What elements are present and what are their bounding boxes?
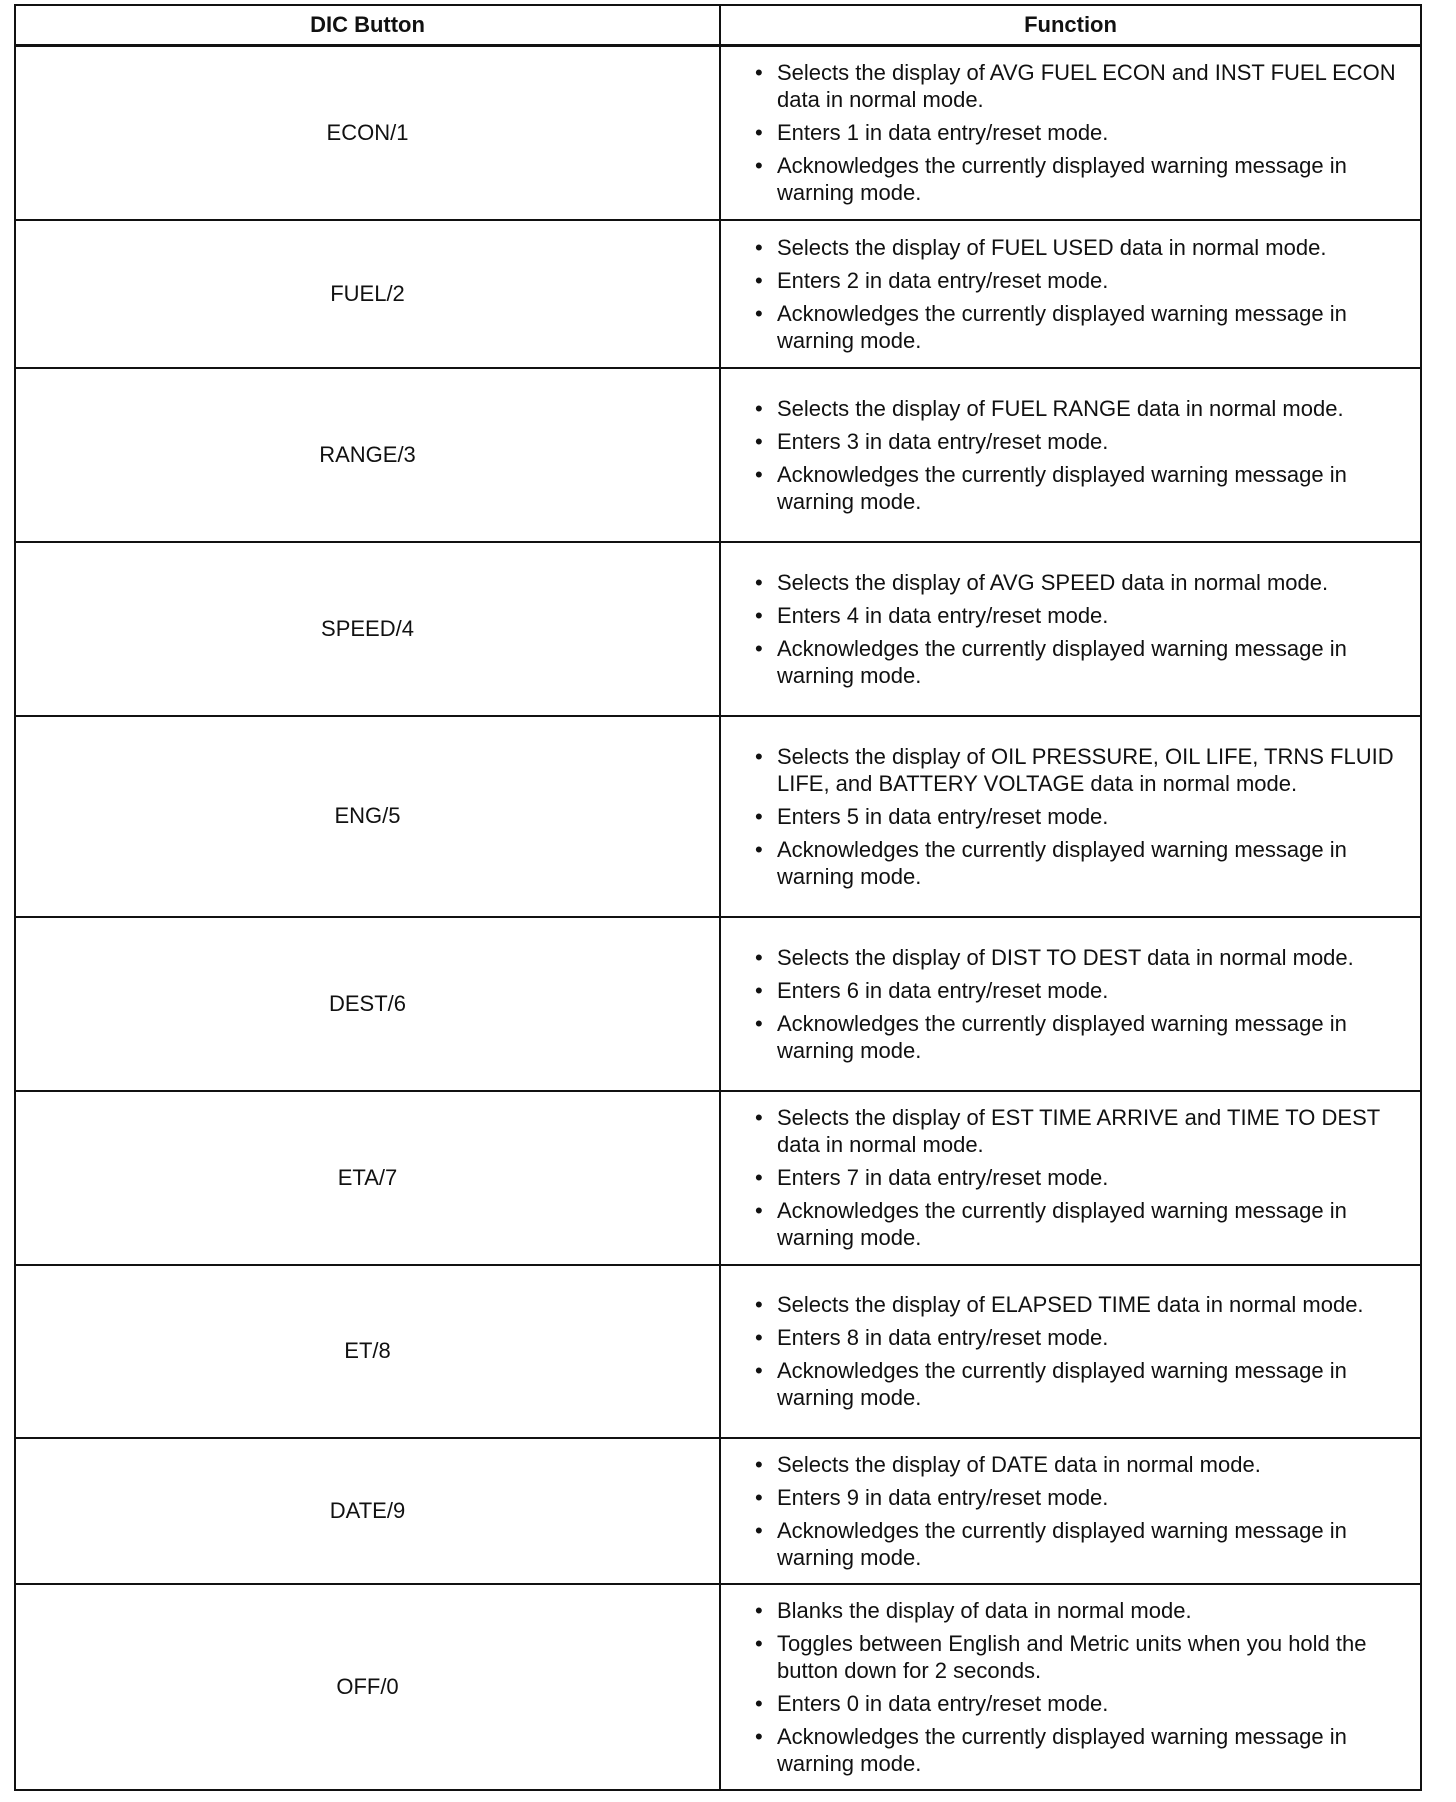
function-cell (720, 220, 1421, 368)
function-item: • Enters 2 in data entry/reset mode. (755, 267, 1412, 294)
function-list (755, 1104, 1412, 1251)
function-cell (720, 716, 1421, 917)
function-item: • Enters 3 in data entry/reset mode. (755, 428, 1412, 455)
function-cell (720, 368, 1421, 542)
function-item: • Selects the display of FUEL RANGE data in normal mode. (755, 395, 1412, 422)
function-item: • Acknowledges the currently displayed warning message in warning mode. (755, 1357, 1412, 1411)
dic-button-name: ET/8 (15, 1265, 720, 1438)
header-row (15, 5, 1421, 46)
function-list (755, 569, 1412, 689)
function-list (755, 1291, 1412, 1411)
dic-button-name: DATE/9 (15, 1438, 720, 1584)
function-item: • Toggles between English and Metric units when you hold the button down for 2 seconds. (755, 1630, 1412, 1684)
function-list (755, 1597, 1412, 1777)
dic-button-name: ECON/1 (15, 46, 720, 220)
dic-button-table (14, 4, 1422, 1791)
function-item: • Selects the display of DIST TO DEST data in normal mode. (755, 944, 1412, 971)
function-item: • Acknowledges the currently displayed warning message in warning mode. (755, 836, 1412, 890)
function-item: • Acknowledges the currently displayed warning message in warning mode. (755, 1517, 1412, 1571)
function-item: • Selects the display of DATE data in normal mode. (755, 1451, 1412, 1478)
function-cell (720, 1584, 1421, 1790)
function-cell (720, 46, 1421, 220)
dic-button-name: SPEED/4 (15, 542, 720, 716)
table-row (15, 1438, 1421, 1584)
header-function: Function (720, 5, 1421, 46)
function-list (755, 1451, 1412, 1571)
table-row (15, 1091, 1421, 1265)
function-item: • Acknowledges the currently displayed warning message in warning mode. (755, 1197, 1412, 1251)
function-cell (720, 1091, 1421, 1265)
dic-button-name: RANGE/3 (15, 368, 720, 542)
table-row (15, 46, 1421, 220)
table-row (15, 1265, 1421, 1438)
dic-button-name: ENG/5 (15, 716, 720, 917)
table-row (15, 716, 1421, 917)
dic-button-name: DEST/6 (15, 917, 720, 1091)
function-item: • Acknowledges the currently displayed warning message in warning mode. (755, 461, 1412, 515)
function-list (755, 944, 1412, 1064)
function-item: • Enters 4 in data entry/reset mode. (755, 602, 1412, 629)
function-cell (720, 542, 1421, 716)
dic-button-name: OFF/0 (15, 1584, 720, 1790)
function-item: • Blanks the display of data in normal mode. (755, 1597, 1412, 1624)
table-row (15, 1584, 1421, 1790)
function-item: • Enters 9 in data entry/reset mode. (755, 1484, 1412, 1511)
function-list (755, 234, 1412, 354)
table-row (15, 368, 1421, 542)
function-item: • Enters 8 in data entry/reset mode. (755, 1324, 1412, 1351)
function-item: • Acknowledges the currently displayed warning message in warning mode. (755, 300, 1412, 354)
function-item: • Enters 0 in data entry/reset mode. (755, 1690, 1412, 1717)
function-item: • Selects the display of ELAPSED TIME data in normal mode. (755, 1291, 1412, 1318)
table-row (15, 220, 1421, 368)
function-cell (720, 917, 1421, 1091)
function-item: • Acknowledges the currently displayed warning message in warning mode. (755, 1723, 1412, 1777)
function-item: • Acknowledges the currently displayed warning message in warning mode. (755, 1010, 1412, 1064)
function-list (755, 59, 1412, 206)
dic-button-name: ETA/7 (15, 1091, 720, 1265)
function-cell (720, 1265, 1421, 1438)
function-item: • Selects the display of FUEL USED data in normal mode. (755, 234, 1412, 261)
function-item: • Enters 6 in data entry/reset mode. (755, 977, 1412, 1004)
header-dic-button: DIC Button (15, 5, 720, 46)
table-row (15, 542, 1421, 716)
function-list (755, 395, 1412, 515)
dic-button-name: FUEL/2 (15, 220, 720, 368)
function-list (755, 743, 1412, 890)
table-row (15, 917, 1421, 1091)
function-item: • Acknowledges the currently displayed warning message in warning mode. (755, 635, 1412, 689)
function-item: • Selects the display of OIL PRESSURE, OIL LIFE, TRNS FLUID LIFE, and BATTERY VOLTAGE data in normal mode. (755, 743, 1412, 797)
function-item: • Enters 5 in data entry/reset mode. (755, 803, 1412, 830)
function-item: • Selects the display of AVG SPEED data in normal mode. (755, 569, 1412, 596)
function-item: • Acknowledges the currently displayed warning message in warning mode. (755, 152, 1412, 206)
function-item: • Selects the display of EST TIME ARRIVE and TIME TO DEST data in normal mode. (755, 1104, 1412, 1158)
function-item: • Selects the display of AVG FUEL ECON and INST FUEL ECON data in normal mode. (755, 59, 1412, 113)
function-item: • Enters 1 in data entry/reset mode. (755, 119, 1412, 146)
function-cell (720, 1438, 1421, 1584)
function-item: • Enters 7 in data entry/reset mode. (755, 1164, 1412, 1191)
